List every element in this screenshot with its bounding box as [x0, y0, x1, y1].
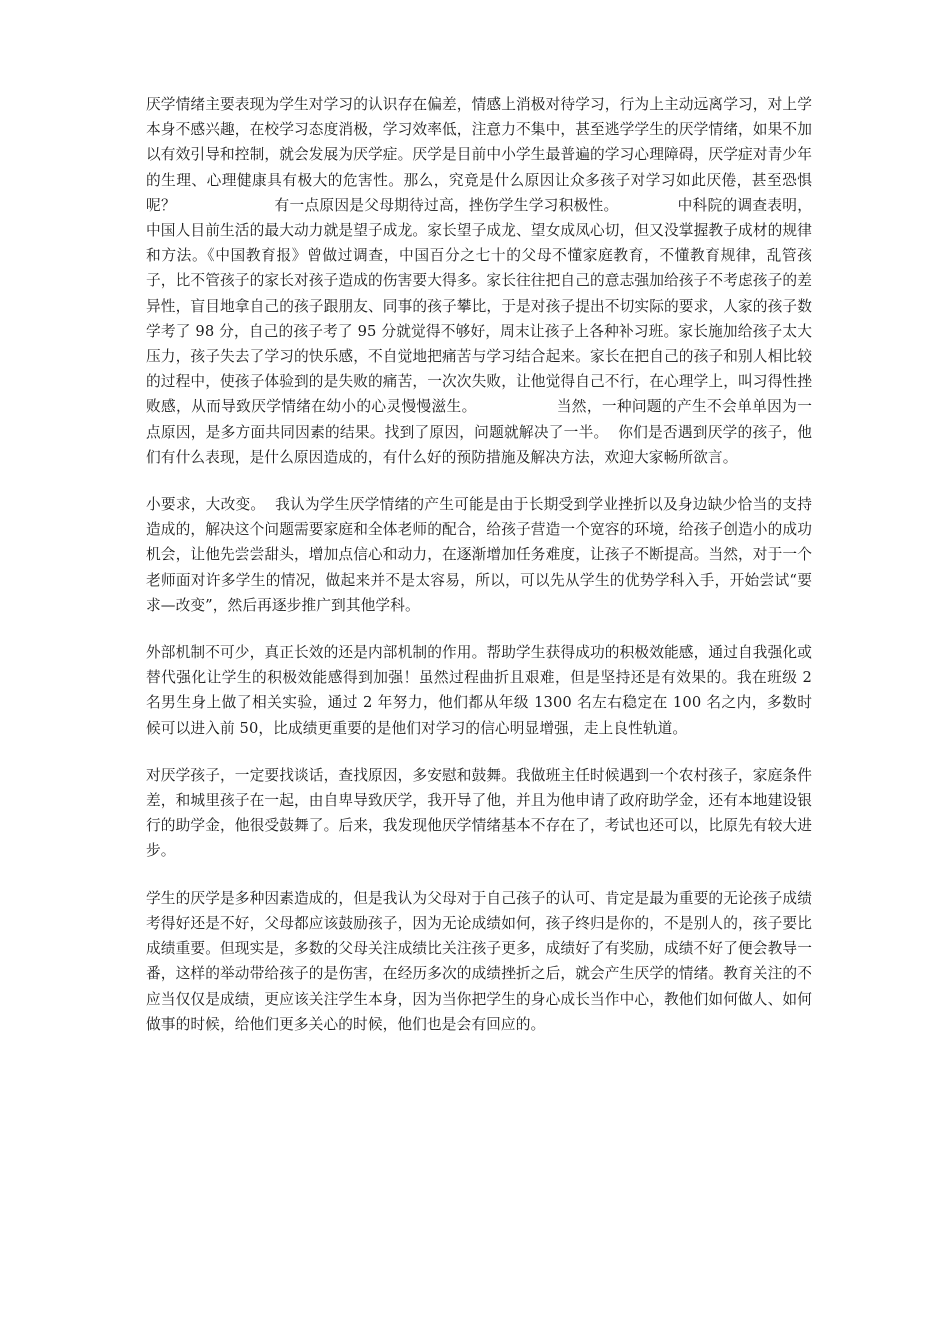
- paragraph-4: 对厌学孩子，一定要找谈话，查找原因，多安慰和鼓舞。我做班主任时候遇到一个农村孩子，家庭条件差，和城里孩子在一起，由自卑导致厌学，我开导了他，并且为他申请了政府助学金，还有本地建设银行的助学金，他很受鼓舞了。后来，我发现他厌学情绪基本不存在了，考试也还可以，比原先有较大进步。: [146, 766, 812, 860]
- paragraph-1: 厌学情绪主要表现为学生对学习的认识存在偏差，情感上消极对待学习，行为上主动远离学习，对上学本身不感兴趣，在校学习态度消极，学习效率低，注意力不集中，甚至逃学学生的厌学情绪，如果不加以有效引导和控制，就会发展为厌学症。厌学是目前中小学生最普遍的学习心理障碍，厌学症对青少年的生理、心理健康具有极大的危害性。那么，究竟是什么原因让众多孩子对学习如此厌倦，甚至恐惧呢？ 有一点原因是父母期待过高，挫伤学生学习积极性。 中科院的调查表明，中国人目前生活的最大动力就是望子成龙。家长望子成龙、望女成凤心切，但又没掌握教子成材的规律和方法。《中国教育报》曾做过调查，中国百分之七十的父母不懂家庭教育，不懂教育规律，乱管孩子，比不管孩子的家长对孩子造成的伤害要大得多。家长往往把自己的意志强加给孩子不考虑孩子的差异性，盲目地拿自己的孩子跟朋友、同事的孩子攀比，于是对孩子提出不切实际的要求，人家的孩子数学考了 98 分，自己的孩子考了 95 分就觉得不够好，周末让孩子上各种补习班。家长施加给孩子太大压力，孩子失去了学习的快乐感，不自觉地把痛苦与学习结合起来。家长在把自己的孩子和别人相比较的过程中，使孩子体验到的是失败的痛苦，一次次失败，让他觉得自己不行，在心理学上，叫习得性挫败感，从而导致厌学情绪在幼小的心灵慢慢滋生。 当然，一种问题的产生不会单单因为一点原因，是多方面共同因素的结果。找到了原因，问题就解决了一半。 你们是否遇到厌学的孩子，他们有什么表现，是什么原因造成的，有什么好的预防措施及解决方法，欢迎大家畅所欲言。: [146, 96, 812, 466]
- document-body: [146, 92, 817, 1059]
- paragraph-3: 外部机制不可少，真正长效的还是内部机制的作用。帮助学生获得成功的积极效能感，通过自我强化或替代强化让学生的积极效能感得到加强！虽然过程曲折且艰难，但是坚持还是有效果的。我在班级 2 名男生身上做了相关实验，通过 2 年努力，他们都从年级 1300 名左右稳定在 100 名之内，多数时候可以进入前 50，比成绩更重要的是他们对学习的信心明显增强，走上良性轨道。: [146, 644, 817, 737]
- paragraph-2: 小要求，大改变。 我认为学生厌学情绪的产生可能是由于长期受到学业挫折以及身边缺少恰当的支持造成的，解决这个问题需要家庭和全体老师的配合，给孩子营造一个宽容的环境，给孩子创造小的成功机会，让他先尝尝甜头，增加点信心和动力，在逐渐增加任务难度，让孩子不断提高。当然，对于一个老师面对许多学生的情况，做起来并不是太容易，所以，可以先从学生的优势学科入手，开始尝试“要求—改变”，然后再逐步推广到其他学科。: [146, 496, 812, 614]
- paragraph-5: 学生的厌学是多种因素造成的，但是我认为父母对于自己孩子的认可、肯定是最为重要的无论孩子成绩考得好还是不好，父母都应该鼓励孩子，因为无论成绩如何，孩子终归是你的，不是别人的，孩子要比成绩重要。但现实是，多数的父母关注成绩比关注孩子更多，成绩好了有奖励，成绩不好了便会教导一番，这样的举动带给孩子的是伤害，在经历多次的成绩挫折之后，就会产生厌学的情绪。教育关注的不应当仅仅是成绩，更应该关注学生本身，因为当你把学生的身心成长当作中心，教他们如何做人、如何做事的时候，给他们更多关心的时候，他们也是会有回应的。: [146, 889, 812, 1033]
